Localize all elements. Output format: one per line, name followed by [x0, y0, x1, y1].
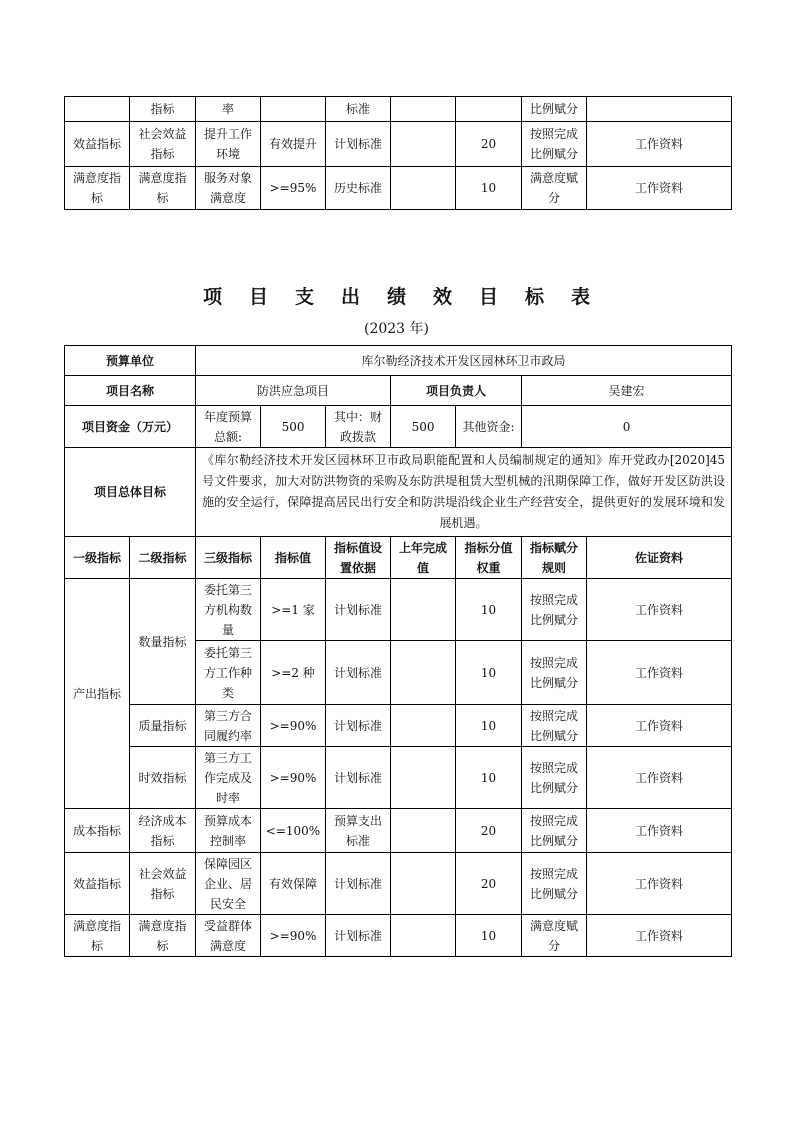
value-cell: >=2 种 [261, 641, 326, 705]
continuation-table [64, 96, 732, 210]
value-cell: >=90% [261, 747, 326, 809]
project-name-row [65, 376, 732, 406]
last-year-cell [391, 853, 456, 915]
level1-cell: 效益指标 [65, 122, 130, 167]
basis-cell: 计划标准 [326, 579, 391, 641]
cell [65, 97, 130, 122]
level2-cell: 数量指标 [130, 579, 196, 705]
level2-cell: 满意度指标 [130, 915, 196, 957]
basis-cell: 计划标准 [326, 915, 391, 957]
header-weight: 指标分值权重 [456, 537, 522, 579]
last-year-cell [391, 915, 456, 957]
weight-cell: 10 [456, 579, 522, 641]
level3-cell: 委托第三方工作种类 [196, 641, 261, 705]
evidence-cell: 工作资料 [587, 167, 732, 210]
goal-text: 《库尔勒经济技术开发区园林环卫市政局职能配置和人员编制规定的通知》库开党政办[2020]45 号文件要求，加大对防洪物资的采购及东防洪堤租赁大型机械的汛期保障工作，做好开发区防洪设施的安全运行，保障提高居民出行安全和防洪堤沿线企业生产经营安全，提供更好的发展环境和发展机遇。 [196, 448, 732, 537]
header-level1: 一级指标 [65, 537, 130, 579]
level2-cell: 社会效益指标 [130, 853, 196, 915]
value-cell: 有效提升 [261, 122, 326, 167]
other-funds-label: 其他资金: [456, 406, 522, 448]
level3-cell: 受益群体满意度 [196, 915, 261, 957]
level2-cell: 时效指标 [130, 747, 196, 809]
basis-cell: 计划标准 [326, 853, 391, 915]
weight-cell: 20 [456, 122, 522, 167]
rule-cell: 按照完成比例赋分 [522, 705, 587, 747]
header-level2: 二级指标 [130, 537, 196, 579]
table-row [65, 853, 732, 915]
evidence-cell: 工作资料 [587, 122, 732, 167]
last-year-cell [391, 167, 456, 210]
weight-cell: 10 [456, 641, 522, 705]
evidence-cell: 工作资料 [587, 705, 732, 747]
header-rule: 指标赋分规则 [522, 537, 587, 579]
annual-budget-label: 年度预算总额: [196, 406, 261, 448]
last-year-cell [391, 122, 456, 167]
evidence-cell: 工作资料 [587, 579, 732, 641]
owner-value: 吴建宏 [522, 376, 732, 406]
table-row [65, 122, 732, 167]
level1-cell: 产出指标 [65, 579, 130, 809]
level1-cell: 成本指标 [65, 809, 130, 853]
header-value: 指标值 [261, 537, 326, 579]
evidence-cell: 工作资料 [587, 853, 732, 915]
level2-cell: 质量指标 [130, 705, 196, 747]
cell: 率 [196, 97, 261, 122]
level1-cell: 满意度指标 [65, 167, 130, 210]
header-basis: 指标值设置依据 [326, 537, 391, 579]
value-cell: >=1 家 [261, 579, 326, 641]
last-year-cell [391, 579, 456, 641]
cell [391, 97, 456, 122]
goal-label: 项目总体目标 [65, 448, 196, 537]
project-name-label: 项目名称 [65, 376, 196, 406]
level3-cell: 第三方工作完成及时率 [196, 747, 261, 809]
project-name-value: 防洪应急项目 [196, 376, 391, 406]
rule-cell: 按照完成比例赋分 [522, 747, 587, 809]
cell [587, 97, 732, 122]
basis-cell: 计划标准 [326, 122, 391, 167]
value-cell: 有效保障 [261, 853, 326, 915]
goal-row [65, 448, 732, 537]
value-cell: >=90% [261, 915, 326, 957]
weight-cell: 20 [456, 809, 522, 853]
basis-cell: 历史标准 [326, 167, 391, 210]
rule-cell: 按照完成比例赋分 [522, 853, 587, 915]
table-row [65, 579, 732, 641]
header-evidence: 佐证资料 [587, 537, 732, 579]
continuation-header-row [65, 97, 732, 122]
basis-cell: 计划标准 [326, 705, 391, 747]
table-row [65, 915, 732, 957]
table-row [65, 705, 732, 747]
weight-cell: 20 [456, 853, 522, 915]
level3-cell: 预算成本控制率 [196, 809, 261, 853]
cell: 指标 [130, 97, 196, 122]
value-cell: <=100% [261, 809, 326, 853]
rule-cell: 按照完成比例赋分 [522, 809, 587, 853]
budget-unit-label: 预算单位 [65, 346, 196, 376]
fiscal-value: 500 [391, 406, 456, 448]
header-last-year: 上年完成值 [391, 537, 456, 579]
level1-cell: 满意度指标 [65, 915, 130, 957]
level2-cell: 社会效益指标 [130, 122, 196, 167]
level3-cell: 委托第三方机构数量 [196, 579, 261, 641]
rule-cell: 按照完成比例赋分 [522, 579, 587, 641]
other-funds-value: 0 [522, 406, 732, 448]
basis-cell: 计划标准 [326, 747, 391, 809]
level3-cell: 保障园区企业、居民安全 [196, 853, 261, 915]
cell: 比例赋分 [522, 97, 587, 122]
weight-cell: 10 [456, 915, 522, 957]
cell: 标准 [326, 97, 391, 122]
year-label: (2023 年) [363, 321, 429, 337]
last-year-cell [391, 747, 456, 809]
funds-row [65, 406, 732, 448]
performance-target-table [64, 345, 732, 957]
cell [261, 97, 326, 122]
level3-cell: 提升工作环境 [196, 122, 261, 167]
rule-cell: 满意度赋分 [522, 167, 587, 210]
funds-label: 项目资金（万元） [65, 406, 196, 448]
budget-unit-row [65, 346, 732, 376]
level2-cell: 满意度指标 [130, 167, 196, 210]
cell [456, 97, 522, 122]
last-year-cell [391, 809, 456, 853]
evidence-cell: 工作资料 [587, 809, 732, 853]
weight-cell: 10 [456, 705, 522, 747]
weight-cell: 10 [456, 167, 522, 210]
last-year-cell [391, 641, 456, 705]
evidence-cell: 工作资料 [587, 915, 732, 957]
level2-cell: 经济成本指标 [130, 809, 196, 853]
header-row [65, 537, 732, 579]
level3-cell: 服务对象满意度 [196, 167, 261, 210]
table-row [65, 167, 732, 210]
owner-label: 项目负责人 [391, 376, 522, 406]
value-cell: >=95% [261, 167, 326, 210]
evidence-cell: 工作资料 [587, 641, 732, 705]
annual-budget-value: 500 [261, 406, 326, 448]
level3-cell: 第三方合同履约率 [196, 705, 261, 747]
rule-cell: 按照完成比例赋分 [522, 122, 587, 167]
basis-cell: 预算支出标准 [326, 809, 391, 853]
page-title: 项目支出绩效目标表 [202, 286, 617, 308]
last-year-cell [391, 705, 456, 747]
budget-unit-value: 库尔勒经济技术开发区园林环卫市政局 [196, 346, 732, 376]
header-level3: 三级指标 [196, 537, 261, 579]
table-row [65, 747, 732, 809]
rule-cell: 满意度赋分 [522, 915, 587, 957]
weight-cell: 10 [456, 747, 522, 809]
value-cell: >=90% [261, 705, 326, 747]
fiscal-label: 其中：财政拨款 [326, 406, 391, 448]
table-row [65, 809, 732, 853]
basis-cell: 计划标准 [326, 641, 391, 705]
evidence-cell: 工作资料 [587, 747, 732, 809]
rule-cell: 按照完成比例赋分 [522, 641, 587, 705]
level1-cell: 效益指标 [65, 853, 130, 915]
